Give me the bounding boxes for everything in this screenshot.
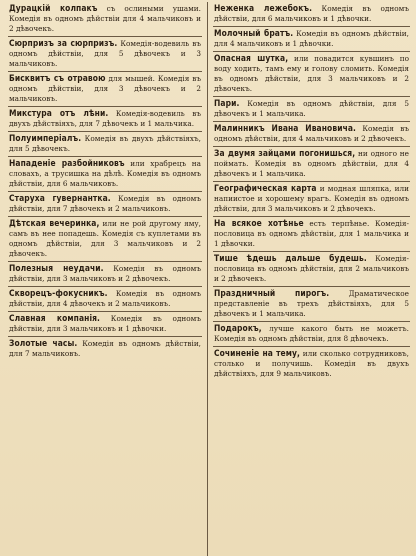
catalog-entry [213,147,410,182]
entry-description: Комедiя въ одномъ дѣйствiи, для 5 дѣвочекъ и 1 мальчика. [214,99,409,118]
entry-title: На всякое хотѣнье [214,218,304,228]
entry-title: Нападенiе разбойниковъ [9,158,125,168]
entry-title: За двумя зайцами погонишься, [214,148,356,158]
catalog-entry [8,217,202,262]
entry-description: есть терпѣнье. Комедiя-пословица въ одномъ дѣйствiи, для 1 мальчика и 1 дѣвочки. [214,219,409,248]
catalog-entry [8,2,202,37]
entry-title: Тише ѣдешь дальше будешь. [214,253,367,263]
entry-description: съ ослиными ушами. Комедiя въ одномъ дѣйствiи для 4 мальчиковъ и 2 дѣвочекъ. [9,4,201,33]
entry-description: Комедiя-водевиль въ двухъ дѣйствiяхъ, для 7 дѣвочекъ и 1 мальчика. [9,109,201,128]
entry-title: Дурацкiй колпакъ [9,3,98,13]
left-column [8,2,208,556]
entry-description: Комедiя въ одномъ дѣйствiи, для 3 мальчиковъ и 1 дѣвочки. [9,314,202,333]
catalog-entry [213,97,410,122]
entry-title: Подарокъ, [214,323,262,333]
catalog-entry [213,322,410,347]
catalog-entry [8,72,202,107]
entry-description: Драматическое представленiе въ трехъ дѣйствiяхъ, для 5 дѣвочекъ и 1 мальчика. [214,289,410,318]
entry-title: Золотые часы. [9,338,78,348]
catalog-entry [8,312,202,337]
catalog-entry [8,287,202,312]
entry-description: Комедiя въ одномъ дѣйствiи, для 7 мальчиковъ. [9,339,201,358]
entry-description: и модная шляпка, или напиистое и хорошему врагъ. Комедiя въ одномъ дѣйствiи, для 3 мальчиковъ и 2 дѣвочекъ. [214,184,410,213]
entry-title: Полезныя неудачи. [9,263,104,273]
entry-description: или храбрецъ на словахъ, а трусишка на дѣлѣ. Комедiя въ одномъ дѣйствiи, для 6 мальчиковъ. [9,159,201,188]
right-column [208,2,410,556]
catalog-entry [8,337,202,361]
entry-title: Праздничный пирогъ. [214,288,330,298]
entry-description: Комедiя-водевиль въ одномъ дѣйствiи, для 5 дѣвочекъ и 3 мальчиковъ. [9,39,201,68]
entry-description: или сколько сотрудниковъ, столько и получишь. Комедiя въ двухъ дѣйствiяхъ, для 9 мальчиковъ. [214,349,409,378]
entry-description: или не рой другому яму, самъ въ нее попадешь. Комедiя съ куплетами въ одномъ дѣйствiи, для 3 мальчиковъ и 2 дѣвочекъ. [9,219,202,258]
catalog-entry [8,262,202,287]
entry-title: Бисквитъ съ отравою [9,73,106,83]
entry-title: Молочный братъ. [214,28,294,38]
catalog-entry [213,2,410,27]
entry-description: Комедiя-пословица въ одномъ дѣйствiи, для 2 мальчиковъ и 2 дѣвочекъ. [214,254,410,283]
entry-title: Полуимперiалъ. [9,133,82,143]
catalog-entry [213,217,410,252]
catalog-entry [8,132,202,157]
entry-description: Комедiя въ одномъ дѣйствiи, для 4 дѣвочекъ и 2 мальчиковъ. [9,289,201,308]
entry-description: Комедiя въ одномъ дѣйствiи, для 4 мальчиковъ и 1 дѣвочки. [214,29,409,48]
catalog-entry [8,107,202,132]
entry-description: Комедiя въ одномъ дѣйствiи, для 3 мальчиковъ и 2 дѣвочекъ. [9,264,202,283]
catalog-entry [213,287,410,322]
entry-title: Сочиненiе на тему, [214,348,301,358]
entry-title: Дѣтская вечеринка, [9,218,100,228]
entry-title: Скворецъ-фокусникъ. [9,288,108,298]
entry-description: Комедiя въ одномъ дѣйствiи, для 7 дѣвочекъ и 2 мальчиковъ. [9,194,201,213]
entry-title: Неженка лежебокъ. [214,3,313,13]
two-column-layout [8,2,410,556]
entry-title: Опасная шутка, [214,53,289,63]
entry-title: Микстура отъ лѣни. [9,108,109,118]
entry-description: Комедiя въ одномъ дѣйствiи, для 4 мальчиковъ и 2 дѣвочекъ. [214,124,409,143]
entry-title: Славная компанiя. [9,313,101,323]
catalog-entry [213,122,410,147]
entry-title: Старуха гувернантка. [9,193,111,203]
entry-title: Малинникъ Ивана Ивановича. [214,123,356,133]
entry-description: Комедiя въ двухъ дѣйствiяхъ, для 5 дѣвочекъ. [9,134,201,153]
catalog-entry [213,182,410,217]
entry-title: Пари. [214,98,240,108]
catalog-entry [213,252,410,287]
catalog-entry [213,52,410,97]
entry-description: для мышей. Комедiя въ одномъ дѣйствiи, для 3 дѣвочекъ и 2 мальчиковъ. [9,74,201,103]
catalog-entry [8,192,202,217]
entry-description: лучше какого быть не можетъ. Комедiя въ одномъ дѣйствiи, для 8 дѣвочекъ. [214,324,409,343]
entry-title: Географическая карта [214,183,317,193]
entry-title: Сюрпризъ за сюрпризъ. [9,38,118,48]
catalog-entry [213,347,410,381]
catalog-entry [8,37,202,72]
catalog-entry [8,157,202,192]
entry-description: или повадится кувшинъ по воду ходить, тамъ ему и голову сломить. Комедiя въ одномъ дѣйствiи, для 3 мальчиковъ и 2 дѣвочекъ. [214,54,409,93]
entry-description: Комедiя въ одномъ дѣйствiи, для 6 мальчиковъ и 1 дѣвочки. [214,4,409,23]
catalog-entry [213,27,410,52]
entry-description: ни одного не поймать. Комедiя въ одномъ дѣйствiи, для 4 дѣвочекъ и 1 мальчика. [214,149,409,178]
